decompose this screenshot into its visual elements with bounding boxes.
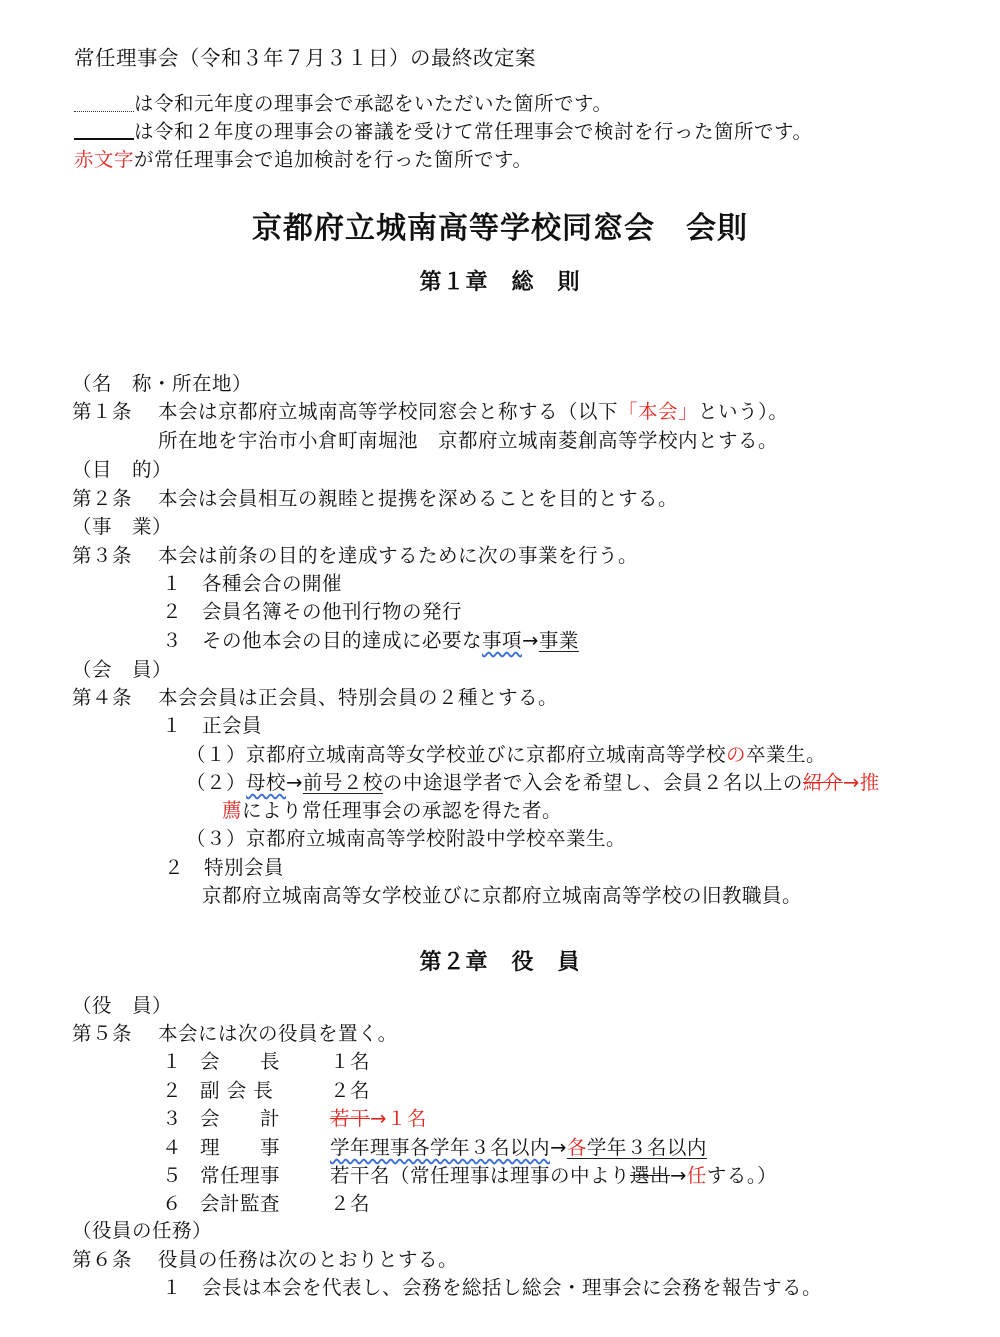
article-4-sub-1 bbox=[186, 745, 826, 765]
officer-count-pre: 若干名（常任理事は理事の中より bbox=[330, 1164, 631, 1187]
article-number: 第２条 bbox=[72, 487, 133, 510]
officer-no: １ bbox=[162, 1050, 183, 1073]
chapter-2-title: 第２章 役 員 bbox=[419, 950, 581, 975]
officer-role: 会 長 bbox=[200, 1050, 281, 1073]
legend-red-word: 赤文字 bbox=[74, 148, 135, 171]
article-5 bbox=[72, 1022, 398, 1045]
officer-no: ３ bbox=[162, 1107, 183, 1130]
item-3-pre: ３ その他本会の目的達成に必要な bbox=[162, 629, 483, 652]
heading-business: （事 業） bbox=[72, 515, 173, 538]
article-1-location: 所在地を宇治市小倉町南堀池 京都府立城南菱創高等学校内とする。 bbox=[158, 429, 779, 452]
article-3-item-3 bbox=[162, 631, 579, 651]
article-number: 第１条 bbox=[72, 400, 133, 423]
article-4-sub-2-line-2 bbox=[222, 801, 562, 821]
officer-count-arrow: → bbox=[670, 1164, 687, 1187]
item-3-new: 事業 bbox=[538, 629, 579, 652]
officer-count bbox=[330, 1166, 777, 1186]
officer-role: 会計監査 bbox=[200, 1192, 281, 1215]
article-number: 第３条 bbox=[72, 544, 133, 567]
article-1-red: 「本会」 bbox=[618, 400, 699, 423]
article-number: 第５条 bbox=[72, 1022, 133, 1045]
article-2 bbox=[72, 487, 679, 510]
officer-no: ６ bbox=[162, 1192, 183, 1215]
solid-underline-sample bbox=[74, 138, 134, 140]
officer-no: ２ bbox=[162, 1079, 183, 1102]
officer-count-new: 学年３名以内 bbox=[586, 1136, 707, 1159]
officer-no: ４ bbox=[162, 1136, 183, 1159]
sub-2-old: 母校 bbox=[246, 771, 287, 794]
legend-solid bbox=[74, 122, 812, 142]
legend-dotted-text: は令和元年度の理事会で承認をいただいた箇所です。 bbox=[134, 92, 613, 115]
article-4-item-2-text: 京都府立城南高等女学校並びに京都府立城南高等学校の旧教職員。 bbox=[202, 884, 803, 907]
officer-count-arrow: → bbox=[550, 1136, 567, 1159]
sub-1-pre: （１）京都府立城南高等女学校並びに京都府立城南高等学校 bbox=[186, 743, 727, 766]
officer-count bbox=[330, 1138, 707, 1158]
officer-row bbox=[162, 1192, 371, 1215]
officer-role: 理 事 bbox=[200, 1136, 281, 1159]
item-3-old: 事項 bbox=[482, 629, 523, 652]
sub-1-post: 卒業生。 bbox=[746, 743, 827, 766]
article-3 bbox=[72, 544, 639, 567]
sub-2-new: 前号２校 bbox=[302, 771, 383, 794]
officer-row bbox=[162, 1164, 778, 1187]
officer-count: ２名 bbox=[330, 1079, 371, 1102]
item-3-arrow: → bbox=[522, 629, 539, 652]
officer-count-old: 選出 bbox=[630, 1164, 671, 1187]
article-5-text: 本会には次の役員を置く。 bbox=[158, 1022, 398, 1045]
officer-role: 副 会 長 bbox=[200, 1079, 274, 1102]
officer-count bbox=[330, 1109, 427, 1129]
heading-officer-duties: （役員の任務） bbox=[72, 1219, 213, 1242]
sub-2-arrow: → bbox=[286, 771, 303, 794]
sub-2-red-old: 紹介 bbox=[802, 771, 843, 794]
article-1-text bbox=[158, 402, 788, 422]
officer-row bbox=[162, 1136, 707, 1159]
officer-count-new: →１名 bbox=[370, 1107, 427, 1130]
article-4-text: 本会会員は正会員、特別会員の２種とする。 bbox=[158, 686, 559, 709]
sub-1-red: の bbox=[726, 743, 747, 766]
heading-purpose: （目 的） bbox=[72, 458, 173, 481]
sub-2-line-2-red: 薦 bbox=[222, 799, 243, 822]
article-1-pre: 本会は京都府立城南高等学校同窓会と称する（以下 bbox=[158, 400, 619, 423]
sub-2-pre: （２） bbox=[186, 771, 247, 794]
legend-red-text: が常任理事会で追加検討を行った箇所です。 bbox=[134, 148, 533, 171]
article-4-sub-3: （３）京都府立城南高等学校附設中学校卒業生。 bbox=[186, 827, 627, 850]
officer-role: 常任理事 bbox=[200, 1164, 281, 1187]
article-1 bbox=[72, 400, 789, 423]
officer-count: ２名 bbox=[330, 1192, 371, 1215]
article-6-text: 役員の任務は次のとおりとする。 bbox=[158, 1248, 459, 1271]
officer-count-red: 任 bbox=[686, 1164, 707, 1187]
dotted-underline-sample bbox=[74, 109, 134, 112]
article-1-post: という）。 bbox=[698, 400, 789, 423]
officer-row bbox=[162, 1050, 371, 1073]
article-3-item-1: １ 各種会合の開催 bbox=[162, 572, 343, 595]
article-number: 第６条 bbox=[72, 1248, 133, 1271]
officer-role: 会 計 bbox=[200, 1107, 281, 1130]
article-6-item-1: １ 会長は本会を代表し、会務を総括し総会・理事会に会務を報告する。 bbox=[162, 1276, 823, 1299]
heading-officers: （役 員） bbox=[72, 994, 173, 1017]
sub-2-mid: の中途退学者で入会を希望し、会員２名以上の bbox=[382, 771, 803, 794]
officer-count: １名 bbox=[330, 1050, 371, 1073]
article-4-sub-2 bbox=[186, 773, 880, 793]
article-3-item-2: ２ 会員名簿その他刊行物の発行 bbox=[162, 600, 463, 623]
draft-title: 常任理事会（令和３年７月３１日）の最終改定案 bbox=[74, 46, 536, 70]
chapter-1-title: 第１章 総 則 bbox=[419, 270, 581, 295]
article-6 bbox=[72, 1248, 459, 1271]
legend-dotted bbox=[74, 94, 612, 114]
article-3-text: 本会は前条の目的を達成するために次の事業を行う。 bbox=[158, 544, 639, 567]
sub-2-red-new: →推 bbox=[842, 771, 880, 794]
officer-no: ５ bbox=[162, 1164, 183, 1187]
legend-red bbox=[74, 150, 532, 170]
heading-members: （会 員） bbox=[72, 658, 173, 681]
officer-count-red: 各 bbox=[566, 1136, 587, 1159]
officer-row bbox=[162, 1107, 427, 1130]
legend-solid-text: は令和２年度の理事会の審議を受けて常任理事会で検討を行った箇所です。 bbox=[134, 120, 813, 143]
heading-name-location: （名 称・所在地） bbox=[72, 372, 253, 395]
article-number: 第４条 bbox=[72, 686, 133, 709]
article-4-item-1: １ 正会員 bbox=[162, 714, 263, 737]
sub-2-line-2-text: により常任理事会の承認を得た者。 bbox=[242, 799, 563, 822]
officer-count-old: 学年理事各学年３名以内 bbox=[330, 1136, 551, 1159]
officer-count-post: する。） bbox=[706, 1164, 778, 1187]
article-2-text: 本会は会員相互の親睦と提携を深めることを目的とする。 bbox=[158, 487, 679, 510]
article-4-item-2: ２ 特別会員 bbox=[164, 856, 285, 879]
document-title: 京都府立城南高等学校同窓会 会則 bbox=[252, 211, 748, 246]
officer-count-old: 若干 bbox=[330, 1107, 371, 1130]
article-4 bbox=[72, 686, 559, 709]
officer-row bbox=[162, 1079, 371, 1102]
